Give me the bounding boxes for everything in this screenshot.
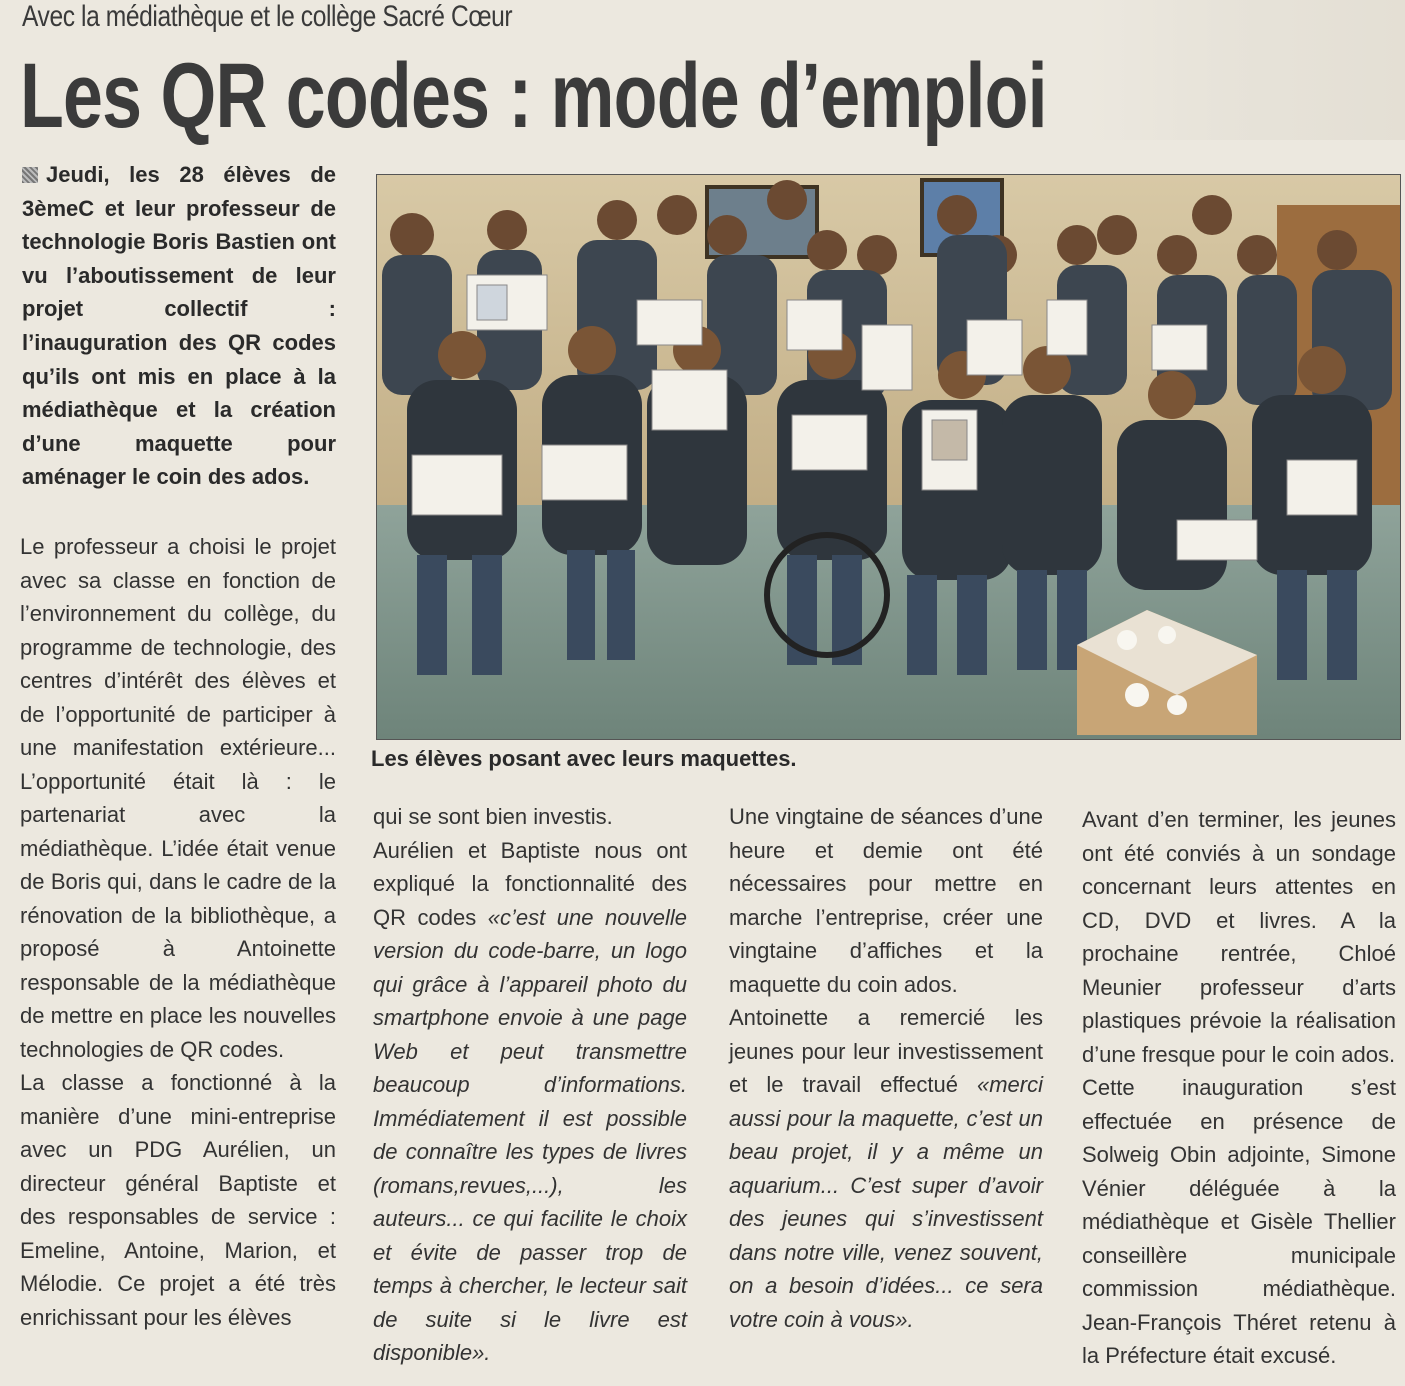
article-headline: Les QR codes : mode d’emploi [20, 45, 1047, 147]
column-1-paragraph-1: Le professeur a choisi le projet avec sa classe en fonction de l’environnement du collège, du programme de technologie, des centres d’intérêt des élèves et de l’opportunité de participer à une manifestation extérieure... L’opportunité était là : le partenariat avec la médiathèque. L’idée était venue de Boris qui, dans le cadre de la rénovation de la bibliothèque, a proposé à Antoinette responsable de la médiathèque de mettre en place les nouvelles technologies de QR codes. [20, 534, 336, 1062]
article-lead [22, 158, 336, 494]
column-3-paragraph-2 [729, 1001, 1043, 1336]
column-2-paragraph-2 [373, 834, 687, 1370]
lead-bullet-icon [22, 167, 38, 183]
column-4-paragraph-2: Cette inauguration s’est effectuée en présence de Solweig Obin adjointe, Simone Vénier déléguée à la médiathèque et Gisèle Thellier conseillère municipale commission médiathèque. Jean-François Théret retenu à la Préfecture était excusé. [1082, 1075, 1396, 1368]
lead-text: Jeudi, les 28 élèves de 3èmeC et leur professeur de technologie Boris Bastien ont vu l’aboutissement de leur projet collectif : l’inauguration des QR codes qu’ils ont mis en place à la médiathèque et la création d’une maquette pour aménager le coin des ados. [22, 162, 336, 490]
adjacent-article-bleed [1085, 0, 1405, 140]
group-photo [376, 174, 1401, 740]
column-3-paragraph-2-text: Antoinette a remercié les jeunes pour leur investissement et le travail effectué [729, 1005, 1043, 1097]
column-1-paragraph-2: La classe a fonctionné à la manière d’une mini-entreprise avec un PDG Aurélien, un directeur général Baptiste et des responsables de service : Emeline, Antoine, Marion, et Mélodie. Ce projet a été très enrichissant pour les élèves [20, 1070, 336, 1330]
column-3-paragraph-1: Une vingtaine de séances d’une heure et demie ont été nécessaires pour mettre en marche l’entreprise, créer une vingtaine d’affiches et la maquette du coin ados. [729, 804, 1043, 997]
article-kicker: Avec la médiathèque et le collège Sacré Cœur [22, 0, 513, 33]
column-2-quote: «c’est une nouvelle version du code-barre, un logo qui grâce à l’appareil photo du smartphone envoie à une page Web et peut transmettre beaucoup d’informations. Immédiatement il est possible de connaître les types de livres (romans,revues,...), les auteurs... ce qui facilite le choix et évite de passer trop de temps à chercher, le lecteur sait de suite si le livre est disponible». [373, 904, 688, 1365]
article-column-1 [20, 530, 336, 1334]
column-2-paragraph-1: qui se sont bien investis. [373, 804, 613, 829]
article-column-2 [373, 800, 687, 1370]
photo-caption: Les élèves posant avec leurs maquettes. [371, 746, 797, 771]
column-2-paragraph-2-text: Aurélien et Baptiste nous ont expliqué la fonctionnalité des QR codes [373, 837, 687, 930]
article-column-3 [729, 800, 1043, 1336]
group-photo-illustration [377, 175, 1400, 739]
column-3-quote: «merci aussi pour la maquette, c’est un beau projet, il y a même un aquarium... C’est super d’avoir des jeunes qui s’investissent dans notre ville, venez souvent, on a besoin d’idées... ce sera votre coin à vous». [729, 1072, 1043, 1332]
column-4-paragraph-1: Avant d’en terminer, les jeunes ont été conviés à un sondage concernant leurs attentes en CD, DVD et livres. A la prochaine rentrée, Chloé Meunier professeur d’arts plastiques prévoie la réalisation d’une fresque pour le coin ados. [1082, 807, 1396, 1067]
article-column-4 [1082, 803, 1396, 1373]
